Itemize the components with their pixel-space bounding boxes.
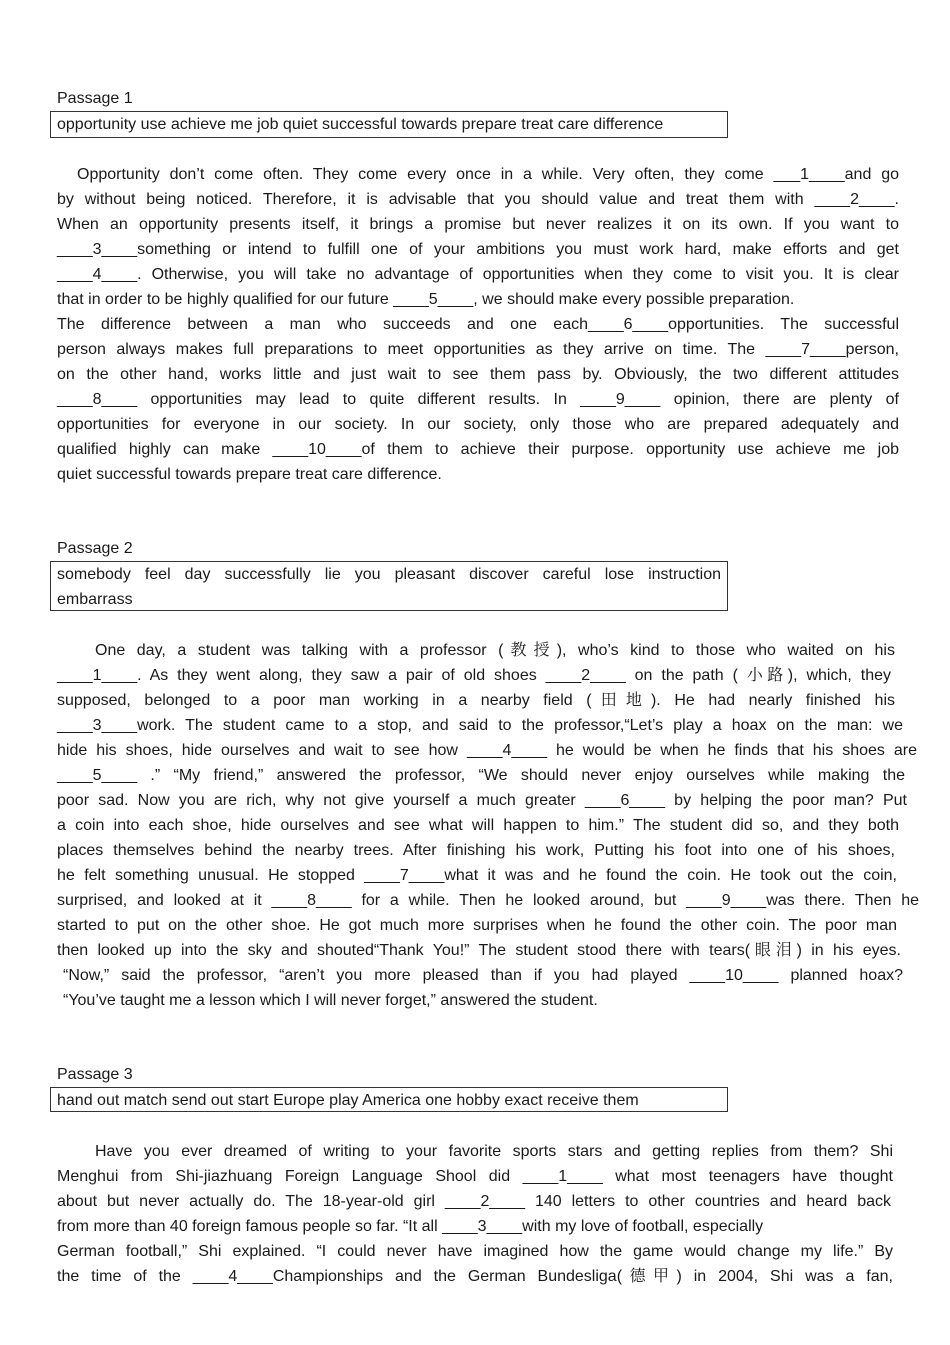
passage-2-line: “Now,” said the professor, “aren’t you more pleased than if you had played ____10____ planned hoax? xyxy=(63,967,903,984)
passage-2-word-bank-line: somebody feel day successfully lie you pleasant discover careful lose instruction xyxy=(57,566,721,583)
passage-2-line: One day, a student was talking with a professor (教授), who’s kind to those who waited on his xyxy=(95,642,895,659)
passage-2-line: ____3____work. The student came to a stop, and said to the professor,“Let’s play a hoax on the man: we xyxy=(57,717,903,734)
passage-2-line: ____5____ .” “My friend,” answered the professor, “We should never enjoy ourselves while making the xyxy=(57,767,905,784)
passage-2-line: started to put on the other shoe. He got much more surprises when he found the other coin. The poor man xyxy=(57,917,897,934)
passage-3-line: about but never actually do. The 18-year-old girl ____2____ 140 letters to other countries and heard back xyxy=(57,1193,891,1210)
passage-1-line: The difference between a man who succeeds and one each____6____opportunities. The successful xyxy=(57,316,899,333)
passage-2-line: he felt something unusual. He stopped ____7____what it was and he found the coin. He took out the coin, xyxy=(57,867,897,884)
passage-2-line: places themselves behind the nearby trees. After finishing his work, Putting his foot into one of his shoes, xyxy=(57,842,895,859)
passage-1-line: When an opportunity presents itself, it brings a promise but never realizes it on its own. If you want to xyxy=(57,216,899,233)
passage-1-line: ____8____ opportunities may lead to quite different results. In ____9____ opinion, there are plenty of xyxy=(57,391,899,408)
passage-3-line: Have you ever dreamed of writing to your favorite sports stars and getting replies from them? Shi xyxy=(95,1143,893,1160)
passage-2-line: ____1____. As they went along, they saw a pair of old shoes ____2____ on the path ( 小路), which, they xyxy=(57,667,891,684)
passage-2-line: surprised, and looked at it ____8____ for a while. Then he looked around, but ____9____was there. Then he xyxy=(57,892,919,909)
passage-2-line: poor sad. Now you are rich, why not give yourself a much greater ____6____ by helping the poor man? Put xyxy=(57,792,907,809)
passage-1-line: Opportunity don’t come often. They come every once in a while. Very often, they come ___1____and go xyxy=(77,166,899,183)
passage-2-line: supposed, belonged to a poor man working in a nearby field (田地). He had nearly finished his xyxy=(57,692,895,709)
passage-1-line: on the other hand, works little and just wait to see them pass by. Obviously, the two different attitudes xyxy=(57,366,899,383)
passage-1-heading: Passage 1 xyxy=(57,90,133,107)
passage-2-word-bank xyxy=(50,561,728,611)
passage-2-line: “You’ve taught me a lesson which I will never forget,” answered the student. xyxy=(63,992,598,1009)
passage-1-body xyxy=(57,162,899,487)
passage-1-line: ____3____something or intend to fulfill one of your ambitions you must work hard, make efforts and get xyxy=(57,241,899,258)
passage-3-line: the time of the ____4____Championships and the German Bundesliga(德甲) in 2004, Shi was a fan, xyxy=(57,1268,893,1285)
passage-2-body xyxy=(57,638,917,1013)
passage-3-heading: Passage 3 xyxy=(57,1066,133,1083)
passage-1-line: ____4____. Otherwise, you will take no advantage of opportunities when they come to visit you. It is clear xyxy=(57,266,899,283)
passage-1-line: person always makes full preparations to meet opportunities as they arrive on time. The ____7____person, xyxy=(57,341,899,358)
passage-1-line: by without being noticed. Therefore, it is advisable that you should value and treat them with ____2____. xyxy=(57,191,899,208)
passage-3-word-bank: hand out match send out start Europe play America one hobby exact receive them xyxy=(50,1087,728,1112)
passage-2-line: hide his shoes, hide ourselves and wait to see how ____4____ he would be when he finds that his shoes are xyxy=(57,742,917,759)
passage-1-line: qualified highly can make ____10____of them to achieve their purpose. opportunity use achieve me job xyxy=(57,441,899,458)
passage-2-line: a coin into each shoe, hide ourselves and see what will happen to him.” The student did so, and they both xyxy=(57,817,899,834)
passage-3-line: German football,” Shi explained. “I could never have imagined how the game would change my life.” By xyxy=(57,1243,893,1260)
passage-1-line: quiet successful towards prepare treat care difference. xyxy=(57,466,442,483)
passage-2-word-bank-line: embarrass xyxy=(57,591,133,608)
passage-1-line: opportunities for everyone in our society. In our society, only those who are prepared adequately and xyxy=(57,416,899,433)
passage-3-line: Menghui from Shi-jiazhuang Foreign Language Shool did ____1____ what most teenagers have thought xyxy=(57,1168,893,1185)
passage-2-line: then looked up into the sky and shouted“Thank You!” The student stood there with tears(眼泪) in his eyes. xyxy=(57,942,901,959)
passage-1-word-bank: opportunity use achieve me job quiet successful towards prepare treat care difference xyxy=(50,111,728,138)
passage-3-line: from more than 40 foreign famous people so far. “It all ____3____with my love of football, especially xyxy=(57,1218,764,1235)
passage-1-line: that in order to be highly qualified for our future ____5____, we should make every possible preparation. xyxy=(57,291,795,308)
passage-3-body xyxy=(57,1139,899,1289)
passage-2-heading: Passage 2 xyxy=(57,540,133,557)
